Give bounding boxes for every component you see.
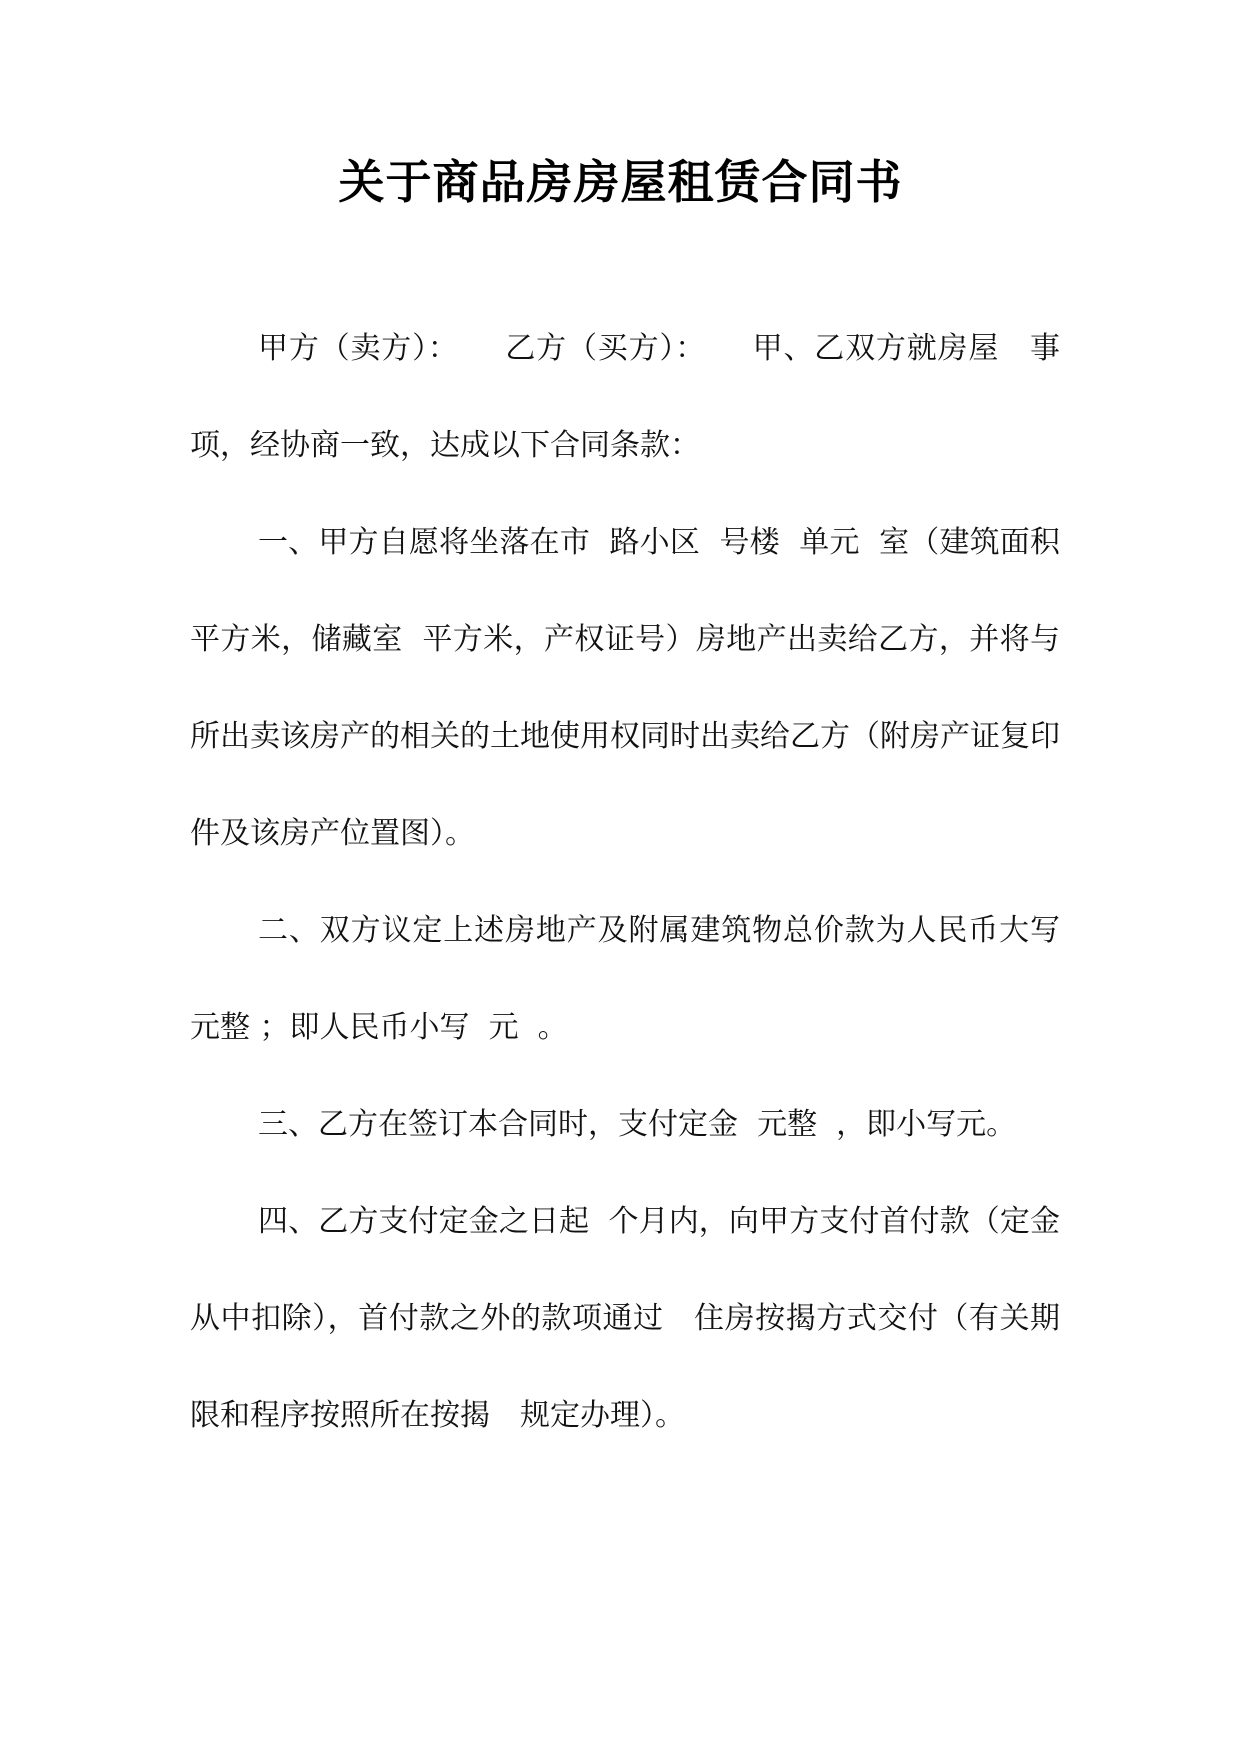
document-body — [190, 300, 1060, 1464]
paragraph-clause-4: 四、乙方支付定金之日起 个月内，向甲方支付首付款（定金从中扣除），首付款之外的款项通过 住房按揭方式交付（有关期限和程序按照所在按揭 规定办理）。 — [190, 1204, 1060, 1433]
paragraph-clause-3: 三、乙方在签订本合同时，支付定金 元整 ，即小写元。 — [258, 1107, 1017, 1142]
paragraph-parties: 甲方（卖方）： 乙方（买方）： 甲、乙双方就房屋 事项，经协商一致，达成以下合同条款： — [190, 331, 1060, 463]
paragraph-clause-2: 二、双方议定上述房地产及附属建筑物总价款为人民币大写元整 ；即人民币小写 元 。 — [190, 913, 1060, 1045]
document-title: 关于商品房房屋租赁合同书 — [338, 155, 903, 209]
paragraph-clause-1: 一、甲方自愿将坐落在市 路小区 号楼 单元 室（建筑面积平方米，储藏室 平方米，产权证号）房地产出卖给乙方，并将与所出卖该房产的相关的土地使用权同时出卖给乙方（附房产证复印件及该房产位置图）。 — [190, 525, 1060, 851]
